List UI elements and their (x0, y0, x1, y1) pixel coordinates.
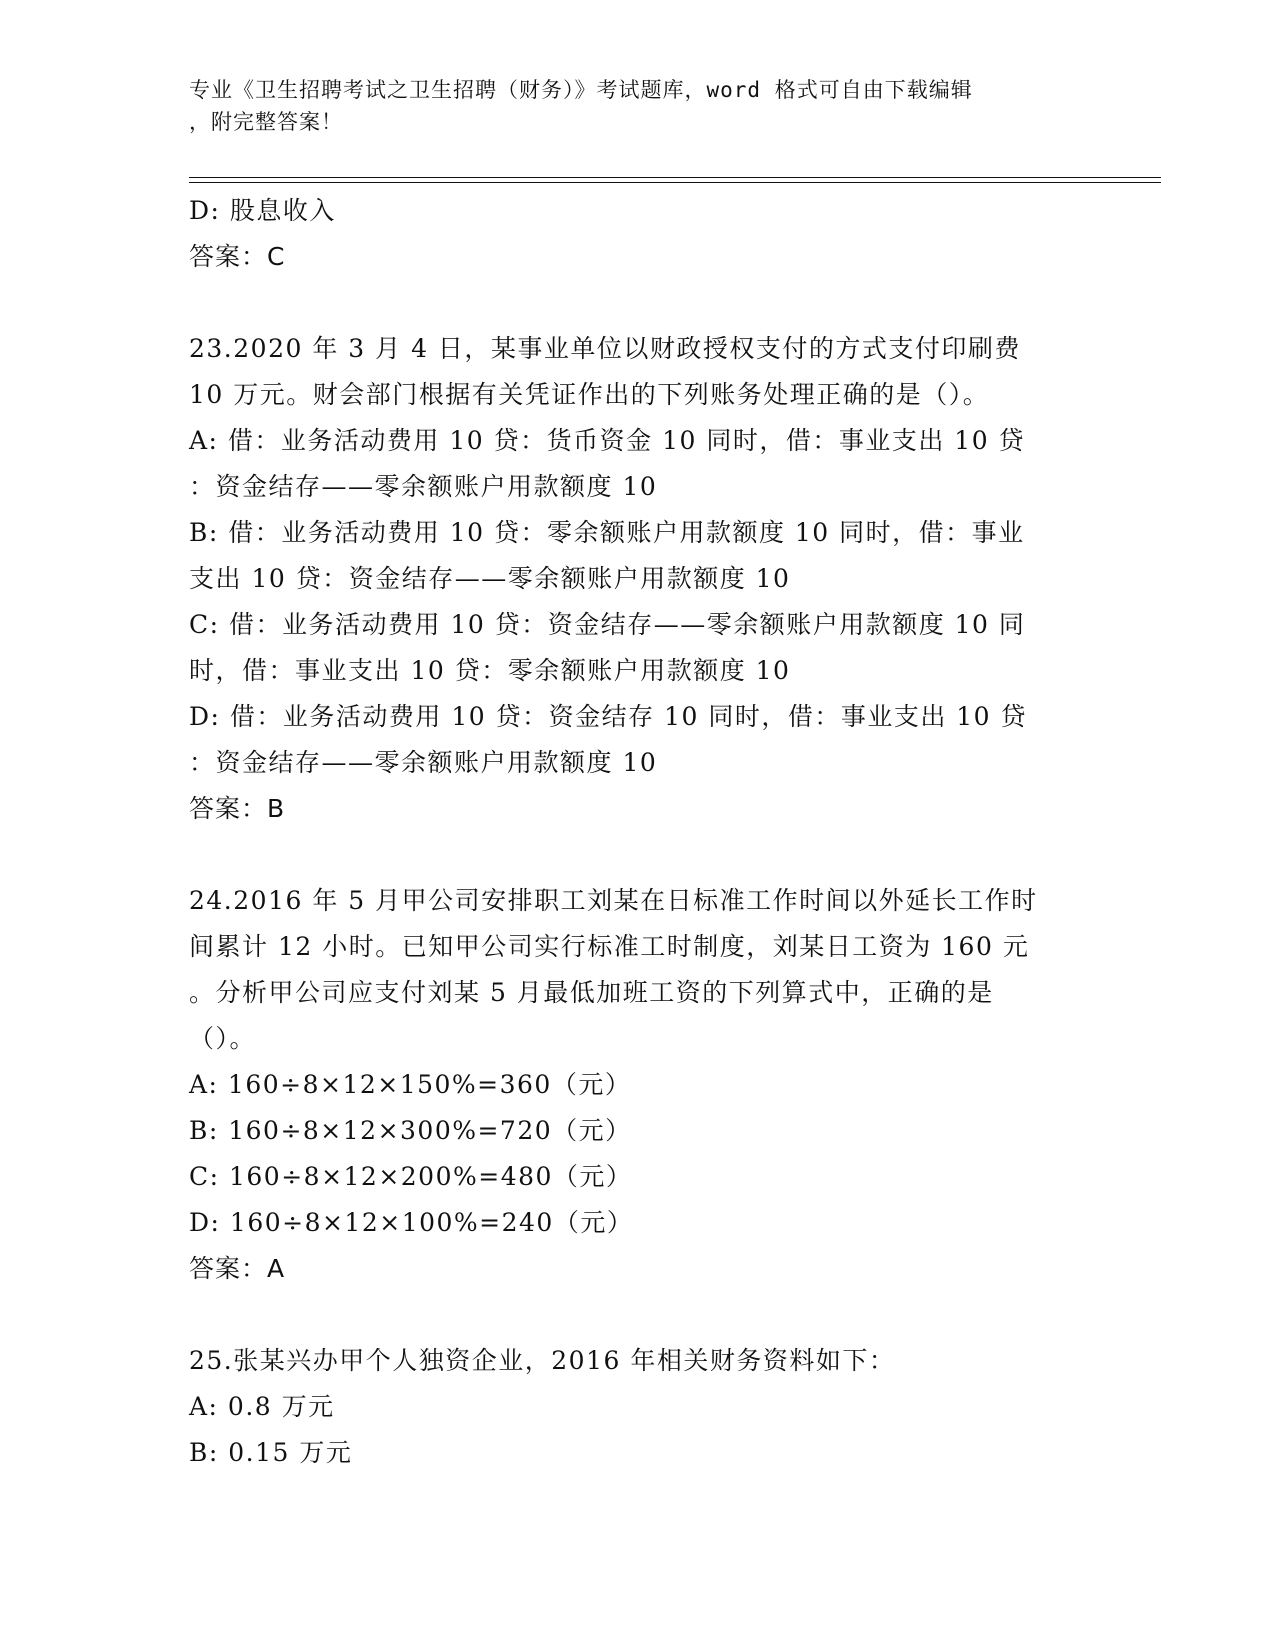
question-25-option-b: B: 0.15 万元 (189, 1438, 353, 1467)
header-line-1: 专业《卫生招聘考试之卫生招聘（财务）》考试题库，word 格式可自由下载编辑 (189, 78, 973, 102)
question-23-stem-line: 23.2020 年 3 月 4 日，某事业单位以财政授权支付的方式支付印刷费 (189, 334, 1021, 363)
question-23-stem-line: 10 万元。财会部门根据有关凭证作出的下列账务处理正确的是（）。 (189, 380, 990, 409)
question-24-option-c: C: 160÷8×12×200%=480（元） (189, 1162, 633, 1191)
question-25-option-a: A: 0.8 万元 (189, 1392, 335, 1421)
header-rule-bottom (189, 182, 1161, 183)
question-24-stem-line: 。分析甲公司应支付刘某 5 月最低加班工资的下列算式中，正确的是 (189, 978, 994, 1007)
document-header-note (189, 74, 1089, 138)
question-content (189, 188, 1089, 1476)
question-24-option-a: A: 160÷8×12×150%=360（元） (189, 1070, 632, 1099)
question-24-answer: 答案：A (189, 1254, 286, 1283)
question-23-option-line: D: 借：业务活动费用 10 贷：资金结存 10 同时，借：事业支出 10 贷 (189, 702, 1028, 731)
question-23-option-line: B: 借：业务活动费用 10 贷：零余额账户用款额度 10 同时，借：事业 (189, 518, 1025, 547)
question-23-option-line: ：资金结存——零余额账户用款额度 10 (189, 472, 658, 501)
question-23-option-line: ：资金结存——零余额账户用款额度 10 (189, 748, 658, 777)
header-line-2: ，附完整答案！ (189, 110, 343, 134)
question-24 (189, 878, 1089, 1292)
question-23 (189, 326, 1089, 832)
question-23-answer: 答案：B (189, 794, 286, 823)
spacer (189, 832, 1089, 878)
spacer (189, 1292, 1089, 1338)
question-24-stem-line: （）。 (189, 1024, 257, 1053)
spacer (189, 280, 1089, 326)
question-23-option-line: 时，借：事业支出 10 贷：零余额账户用款额度 10 (189, 656, 791, 685)
header-rule-top (189, 177, 1161, 178)
question-25 (189, 1338, 1089, 1476)
question-24-option-b: B: 160÷8×12×300%=720（元） (189, 1116, 632, 1145)
question-23-option-line: C: 借：业务活动费用 10 贷：资金结存——零余额账户用款额度 10 同 (189, 610, 1026, 639)
question-23-option-line: A: 借：业务活动费用 10 贷：货币资金 10 同时，借：事业支出 10 贷 (189, 426, 1026, 455)
question-23-option-line: 支出 10 贷：资金结存——零余额账户用款额度 10 (189, 564, 791, 593)
prev-answer: 答案：C (189, 242, 286, 271)
question-24-stem-line: 24.2016 年 5 月甲公司安排职工刘某在日标准工作时间以外延长工作时 (189, 886, 1038, 915)
question-24-stem-line: 间累计 12 小时。已知甲公司实行标准工时制度，刘某日工资为 160 元 (189, 932, 1030, 961)
question-25-stem-line: 25.张某兴办甲个人独资企业，2016 年相关财务资料如下： (189, 1346, 896, 1375)
prev-option-d: D: 股息收入 (189, 196, 336, 225)
question-24-option-d: D: 160÷8×12×100%=240（元） (189, 1208, 634, 1237)
